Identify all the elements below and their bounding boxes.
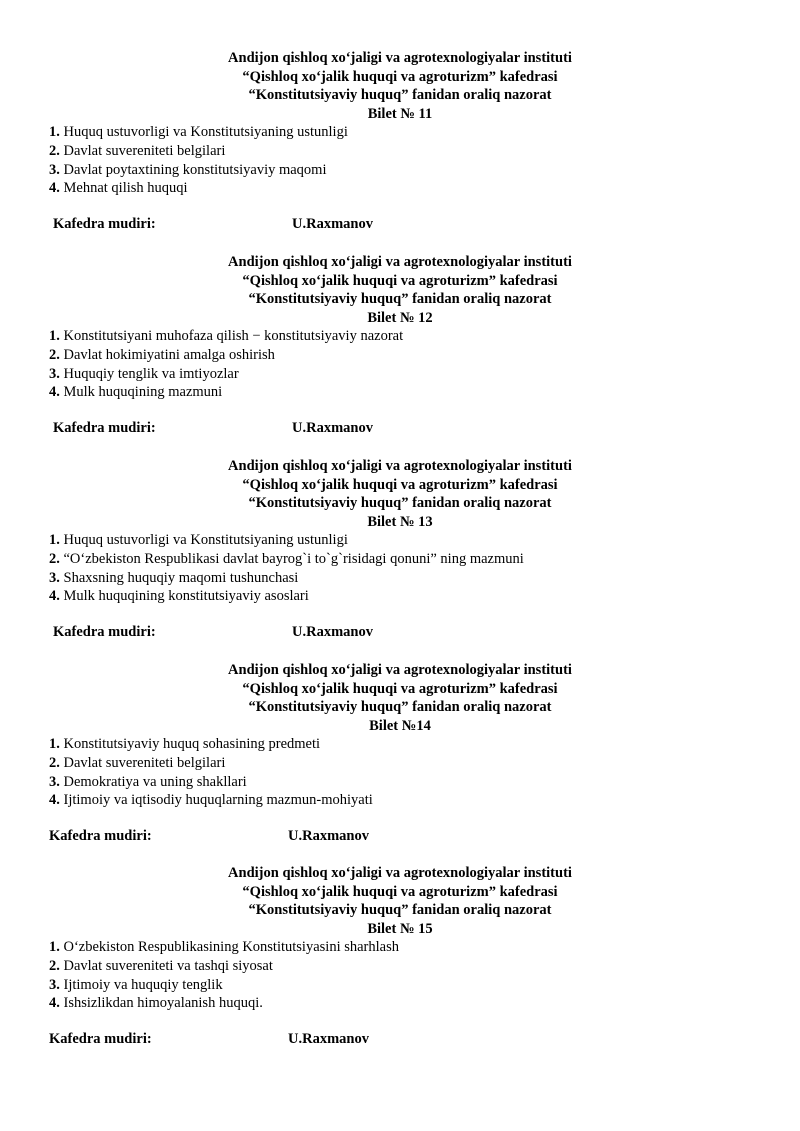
signature-name: U.Raxmanov [292,623,373,640]
question-text: Shaxsning huquqiy maqomi tushunchasi [63,569,299,586]
question-text: Mulk huquqining konstitutsiyaviy asoslari [63,588,309,605]
ticket-header [0,661,800,735]
question-list [0,327,800,401]
question-number: 3. [49,161,60,178]
signature-name: U.Raxmanov [288,827,369,844]
ticket-12 [0,253,800,440]
department-title: “Qishloq xo‘jalik huquqi va agroturizm” kafedrasi [242,883,558,900]
question-number: 1. [49,328,60,345]
question-number: 2. [49,142,60,159]
question-item [49,531,800,550]
question-item [49,938,800,957]
question-item [49,754,800,773]
subject-title: “Konstitutsiyaviy huquq” fanidan oraliq nazorat [248,291,552,308]
question-text: Mehnat qilish huquqi [63,180,188,197]
signature-role: Kafedra mudiri: [49,827,152,844]
question-text: Ijtimoiy va huquqiy tenglik [63,976,223,993]
question-number: 4. [49,995,60,1012]
question-text: Konstitutsiyaviy huquq sohasining predmeti [63,736,321,753]
question-item [49,365,800,384]
question-item [49,179,800,198]
question-number: 1. [49,736,60,753]
ticket-13 [0,457,800,644]
question-number: 2. [49,957,60,974]
question-text: Davlat hokimiyatini amalga oshirish [63,346,275,363]
question-number: 2. [49,550,60,567]
ticket-number: Bilet №14 [369,717,431,734]
signature-name: U.Raxmanov [292,419,373,436]
signature-name: U.Raxmanov [288,1030,369,1047]
subject-title: “Konstitutsiyaviy huquq” fanidan oraliq nazorat [248,87,552,104]
signature-role: Kafedra mudiri: [53,419,156,436]
ticket-number: Bilet № 12 [367,309,433,326]
ticket-14 [0,661,800,848]
ticket-number: Bilet № 11 [367,105,433,122]
subject-title: “Konstitutsiyaviy huquq” fanidan oraliq nazorat [248,699,552,716]
subject-title: “Konstitutsiyaviy huquq” fanidan oraliq nazorat [248,495,552,512]
question-item [49,773,800,792]
question-number: 1. [49,124,60,141]
question-text: Davlat suvereniteti va tashqi siyosat [63,957,273,974]
question-number: 1. [49,939,60,956]
ticket-number: Bilet № 15 [367,920,433,937]
ticket-header [0,864,800,938]
question-item [49,550,800,569]
institute-title: Andijon qishloq xo‘jaligi va agrotexnologiyalar instituti [228,254,572,270]
question-list [0,123,800,197]
department-title: “Qishloq xo‘jalik huquqi va agroturizm” kafedrasi [242,680,558,697]
question-number: 1. [49,532,60,549]
question-item [49,735,800,754]
question-item [49,587,800,606]
question-item [49,569,800,588]
institute-title: Andijon qishloq xo‘jaligi va agrotexnologiyalar instituti [228,662,572,678]
institute-title: Andijon qishloq xo‘jaligi va agrotexnologiyalar instituti [228,865,572,881]
question-text: Mulk huquqining mazmuni [63,384,223,401]
question-number: 2. [49,346,60,363]
signature-role: Kafedra mudiri: [49,1030,152,1047]
question-text: Davlat suvereniteti belgilari [63,754,226,771]
question-item [49,791,800,810]
question-item [49,346,800,365]
question-item [49,976,800,995]
question-item [49,161,800,180]
ticket-11 [0,49,800,236]
question-number: 3. [49,365,60,382]
ticket-header [0,253,800,327]
signature-name: U.Raxmanov [292,215,373,232]
signature-role: Kafedra mudiri: [53,623,156,640]
signature-line [0,828,800,848]
ticket-header [0,457,800,531]
question-number: 4. [49,792,60,809]
ticket-header [0,49,800,123]
question-item [49,383,800,402]
question-text: Huquq ustuvorligi va Konstitutsiyaning ustunligi [63,532,348,549]
department-title: “Qishloq xo‘jalik huquqi va agroturizm” kafedrasi [242,68,558,85]
question-item [49,123,800,142]
question-number: 3. [49,773,60,790]
ticket-15 [0,864,800,1051]
question-item [49,142,800,161]
signature-line [0,1031,800,1051]
institute-title: Andijon qishloq xo‘jaligi va agrotexnologiyalar instituti [228,458,572,474]
question-number: 2. [49,754,60,771]
question-text: Davlat suvereniteti belgilari [63,142,226,159]
question-text: Huquqiy tenglik va imtiyozlar [63,365,239,382]
question-list [0,938,800,1012]
question-item [49,957,800,976]
signature-line [0,624,800,644]
question-text: O‘zbekiston Respublikasining Konstitutsiyasini sharhlash [63,939,399,956]
ticket-number: Bilet № 13 [367,513,433,530]
question-text: Ijtimoiy va iqtisodiy huquqlarning mazmun-mohiyati [63,792,373,809]
question-list [0,735,800,809]
question-item [49,994,800,1013]
department-title: “Qishloq xo‘jalik huquqi va agroturizm” kafedrasi [242,476,558,493]
question-number: 4. [49,180,60,197]
question-number: 3. [49,976,60,993]
question-item [49,327,800,346]
question-text: Huquq ustuvorligi va Konstitutsiyaning ustunligi [63,124,348,141]
department-title: “Qishloq xo‘jalik huquqi va agroturizm” kafedrasi [242,272,558,289]
question-text: Davlat poytaxtining konstitutsiyaviy maqomi [63,161,327,178]
question-text: “O‘zbekiston Respublikasi davlat bayrog`i to`g`risidagi qonuni” ning mazmuni [63,550,524,567]
question-number: 4. [49,384,60,401]
question-number: 4. [49,588,60,605]
signature-line [0,216,800,236]
subject-title: “Konstitutsiyaviy huquq” fanidan oraliq nazorat [248,902,552,919]
institute-title: Andijon qishloq xo‘jaligi va agrotexnologiyalar instituti [228,50,572,66]
question-text: Ishsizlikdan himoyalanish huquqi. [63,995,263,1012]
question-text: Demokratiya va uning shakllari [63,773,247,790]
question-text: Konstitutsiyani muhofaza qilish − konstitutsiyaviy nazorat [63,328,404,345]
question-number: 3. [49,569,60,586]
signature-line [0,420,800,440]
question-list [0,531,800,605]
signature-role: Kafedra mudiri: [53,215,156,232]
